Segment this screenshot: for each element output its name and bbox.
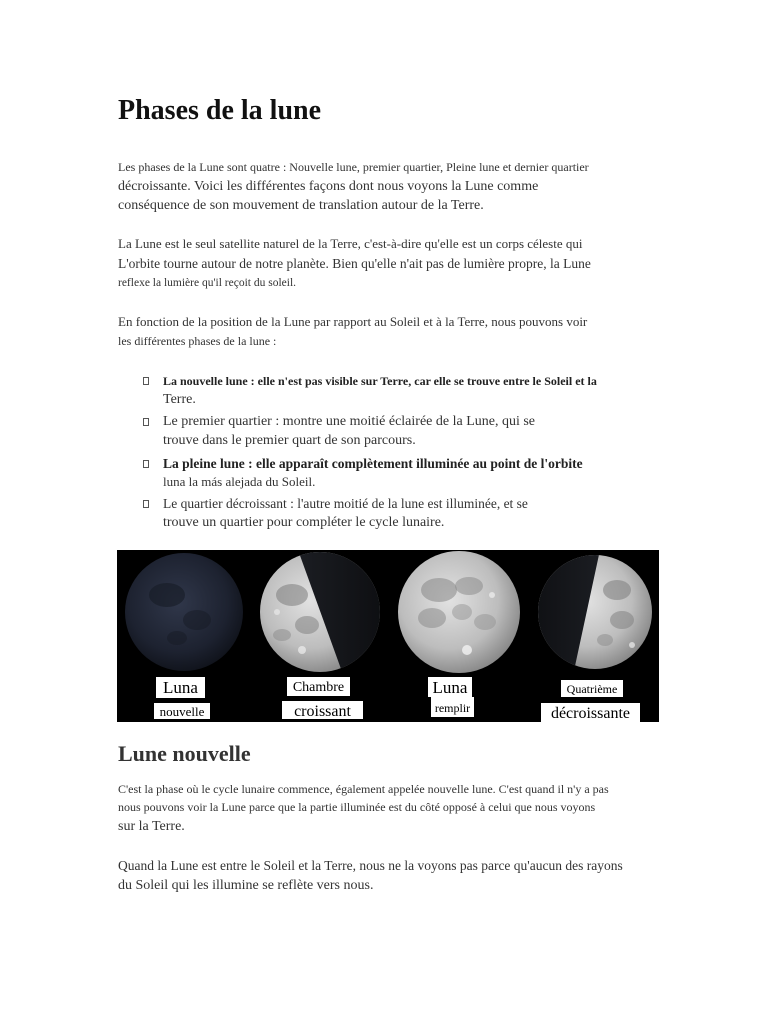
label-first-quarter	[282, 677, 363, 720]
list-item-line: trouve dans le premier quart de son parcours.	[163, 433, 416, 448]
label-text: croissant	[294, 703, 351, 720]
section-line: C'est la phase où le cycle lunaire commence, également appelée nouvelle lune. C'est quand il n'y a pas	[118, 782, 609, 796]
label-text: décroissante	[550, 705, 631, 722]
list-item-line: Le premier quartier : montre une moitié éclairée de la Lune, qui se	[163, 414, 536, 429]
label-last-quarter	[541, 680, 640, 722]
moon-new	[125, 553, 243, 671]
moon-phases-image	[117, 550, 659, 722]
label-text: Chambre	[292, 680, 345, 695]
section-line: nous pouvons voir la Lune parce que la partie illuminée est du côté opposé à celui que nous voyons	[118, 800, 596, 814]
section-heading: Lune nouvelle	[118, 741, 251, 766]
intro-line: Les phases de la Lune sont quatre : Nouvelle lune, premier quartier, Pleine lune et dernier quartier	[118, 160, 589, 174]
moon-phases-svg	[117, 550, 659, 722]
list-item-line: luna la más alejada du Soleil.	[163, 474, 316, 489]
bullet-icon	[143, 418, 149, 426]
label-new-moon	[154, 677, 210, 719]
bullet-icon	[143, 500, 149, 508]
intro-line: décroissante. Voici les différentes façons dont nous voyons la Lune comme	[118, 179, 539, 194]
paragraph-line: reflexe la lumière qu'il reçoit du soleil.	[118, 277, 297, 289]
list-item-line: La pleine lune : elle apparaît complètement illuminée au point de l'orbite	[163, 456, 583, 471]
paragraph-line: La Lune est le seul satellite naturel de la Terre, c'est-à-dire qu'elle est un corps céleste qui	[118, 236, 583, 251]
list-item-line: Le quartier décroissant : l'autre moitié de la lune est illuminée, et se	[163, 496, 528, 511]
intro-line: conséquence de son mouvement de translation autour de la Terre.	[118, 198, 484, 213]
list-item-line: Terre.	[163, 392, 196, 407]
moon-last-quarter	[522, 550, 652, 680]
section-line: du Soleil qui les illumine se reflète vers nous.	[118, 878, 374, 893]
moon-first-quarter	[260, 550, 387, 680]
label-text: Luna	[432, 678, 468, 697]
label-text: Luna	[163, 678, 198, 697]
section-line: sur la Terre.	[118, 819, 185, 834]
label-text: nouvelle	[159, 704, 205, 719]
list-item-line: trouve un quartier pour compléter le cycle lunaire.	[163, 515, 445, 530]
label-full-moon	[428, 677, 474, 717]
moon-full	[398, 551, 520, 673]
list-item-line: La nouvelle lune : elle n'est pas visible sur Terre, car elle se trouve entre le Soleil et la	[163, 374, 597, 388]
label-text: remplir	[434, 701, 471, 715]
paragraph-line: En fonction de la position de la Lune par rapport au Soleil et à la Terre, nous pouvons voir	[118, 314, 588, 329]
label-text: Quatrième	[566, 682, 618, 696]
bullet-icon	[143, 377, 149, 385]
bullet-icon	[143, 460, 149, 468]
section-line: Quand la Lune est entre le Soleil et la Terre, nous ne la voyons pas parce qu'aucun des rayons	[118, 858, 623, 873]
paragraph-line: les différentes phases de la lune :	[118, 334, 277, 348]
page-title: Phases de la lune	[118, 95, 322, 126]
paragraph-line: L'orbite tourne autour de notre planète. Bien qu'elle n'ait pas de lumière propre, la Lune	[118, 256, 591, 271]
